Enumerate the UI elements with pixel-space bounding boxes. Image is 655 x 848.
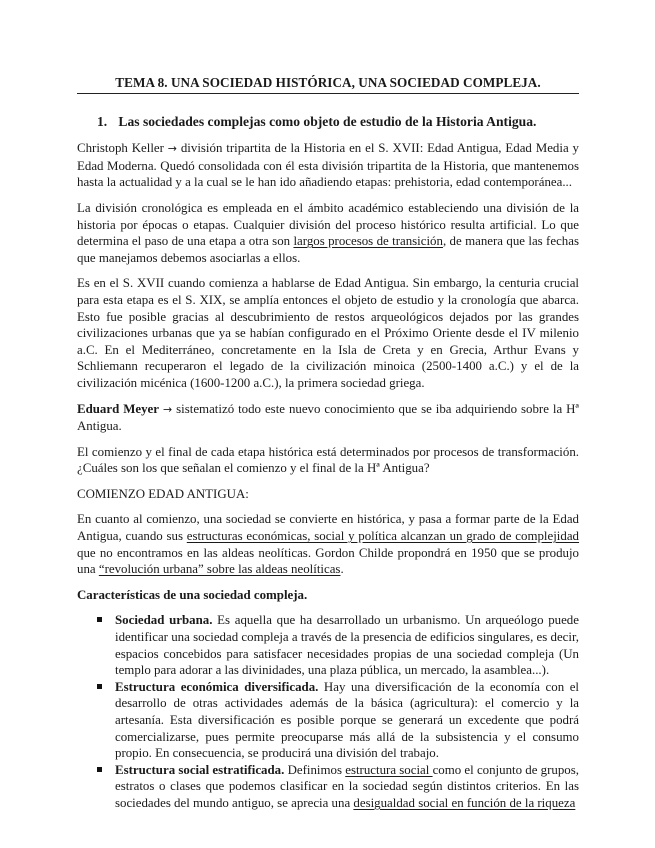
section-heading bbox=[97, 114, 579, 131]
paragraph-meyer bbox=[77, 401, 579, 435]
bullet-square-icon bbox=[97, 617, 102, 622]
item-lead: Estructura social estratificada. bbox=[115, 762, 285, 777]
heading-comienzo: COMIENZO EDAD ANTIGUA: bbox=[77, 486, 249, 501]
item-text-mid: como el conjunto de grupos, estratos o clases que podemos clasificar en la sociedad según distintos criterios. En las sociedades del mundo antiguo, se aprecia una bbox=[115, 762, 579, 810]
item-lead: Sociedad urbana. bbox=[115, 613, 213, 628]
item-text: Definimos bbox=[284, 762, 346, 777]
paragraph-keller bbox=[77, 140, 579, 191]
meyer-name: Eduard Meyer bbox=[77, 401, 160, 416]
underlined-revolucion: “revolución urbana” sobre las aldeas neolíticas bbox=[98, 562, 341, 577]
comienzo-text: En cuanto al comienzo, una sociedad se convierte en histórica, y pasa a formar parte de la Edad Antigua, cuando sus bbox=[77, 512, 579, 544]
underlined-desigualdad: desigualdad social en función de la riqueza bbox=[353, 795, 576, 810]
keller-name: Christoph Keller bbox=[77, 141, 164, 156]
keller-text: división tripartita de la Historia en el S. XVII: Edad Antigua, Edad Media y Edad Moderna. Quedó consolidada con él esta división tripartita de la Historia, que mantenemos hasta la actualidad y a la cual se le han ido añadiendo etapas: prehistoria, edad contemporánea... bbox=[77, 141, 579, 190]
paragraph-division bbox=[77, 200, 579, 266]
arrow-right-icon: → bbox=[167, 142, 177, 156]
section-number: 1. bbox=[97, 113, 108, 129]
characteristics-list bbox=[77, 612, 579, 811]
paragraph-edad-antigua: Es en el S. XVII cuando comienza a hablarse de Edad Antigua. Sin embargo, la centuria crucial para esta etapa es el S. XIX, se amplía entonces el objeto de estudio y la cronología que abarca. Esto fue posible gracias al descubrimiento de restos arqueológicos dejados por las grandes civilizaciones urbanas que ya se habían configurado en el Próximo Oriente desde el IV milenio a.C. En el Mediterráneo, concretamente en la Isla de Creta y en Grecia, Arthur Evans y Schliemann recuperaron el legado de la civilización minoica (2500-1400 a.C.) y el de la civilización micénica (1600-1200 a.C.), la primera sociedad griega. bbox=[77, 276, 579, 390]
document-title: TEMA 8. UNA SOCIEDAD HISTÓRICA, UNA SOCIEDAD COMPLEJA. bbox=[77, 75, 579, 94]
underlined-complejidad: estructuras económicas, social y política alcanzan un grado de complejidad bbox=[186, 529, 580, 544]
list-item bbox=[77, 612, 579, 678]
list-item bbox=[77, 679, 579, 762]
comienzo-text-end: . bbox=[340, 562, 344, 577]
underlined-estructura-social: estructura social bbox=[345, 762, 433, 777]
division-text-end: , de manera que las fechas que manejamos debemos asociarlas a ellos. bbox=[77, 234, 579, 265]
paragraph-transformacion: El comienzo y el final de cada etapa histórica está determinados por procesos de transformación.¿Cuáles son los que señalan el comienzo y el final de la Hª Antigua? bbox=[77, 444, 579, 476]
underlined-transition: largos procesos de transición bbox=[293, 234, 443, 249]
item-text: Es aquella que ha desarrollado un urbanismo. Un arqueólogo puede identificar una sociedad compleja a través de la presencia de edificios singulares, es decir, espacios concebidos para satisfacer necesidades propias de una sociedad compleja (Un templo para adorar a las divinidades, una plaza pública, un mercado, la asamblea...). bbox=[115, 613, 579, 678]
item-text: Hay una diversificación de la economía con el desarrollo de otras actividades además de la básica (agricultura): el comercio y la artesanía. Esta diversificación es posible porque se generará un excedente que podrá comercializarse, pues permite preocuparse más allá de la subsistencia y el consumo propio. En consecuencia, se producirá una división del trabajo. bbox=[115, 679, 579, 761]
paragraph-comienzo bbox=[77, 511, 579, 577]
comienzo-text-mid: que no encontramos en las aldeas neolíticas. Gordon Childe propondrá en 1950 que se produjo una bbox=[77, 545, 579, 577]
list-item bbox=[77, 762, 579, 812]
section-title: Las sociedades complejas como objeto de estudio de la Historia Antigua. bbox=[118, 113, 537, 129]
subheading-caracteristicas: Características de una sociedad compleja. bbox=[77, 587, 308, 602]
item-lead: Estructura económica diversificada. bbox=[115, 679, 319, 694]
bullet-square-icon bbox=[97, 684, 102, 689]
bullet-square-icon bbox=[97, 767, 102, 772]
meyer-text: sistematizó todo este nuevo conocimiento que se iba adquiriendo sobre la Hª Antigua. bbox=[77, 401, 579, 434]
arrow-right-icon: → bbox=[162, 402, 173, 416]
division-text: La división cronológica es empleada en el ámbito académico estableciendo una división de la historia por épocas o etapas. Cualquier división del proceso histórico resulta artificial. Lo que determina el paso de una etapa a otra son bbox=[77, 200, 579, 249]
